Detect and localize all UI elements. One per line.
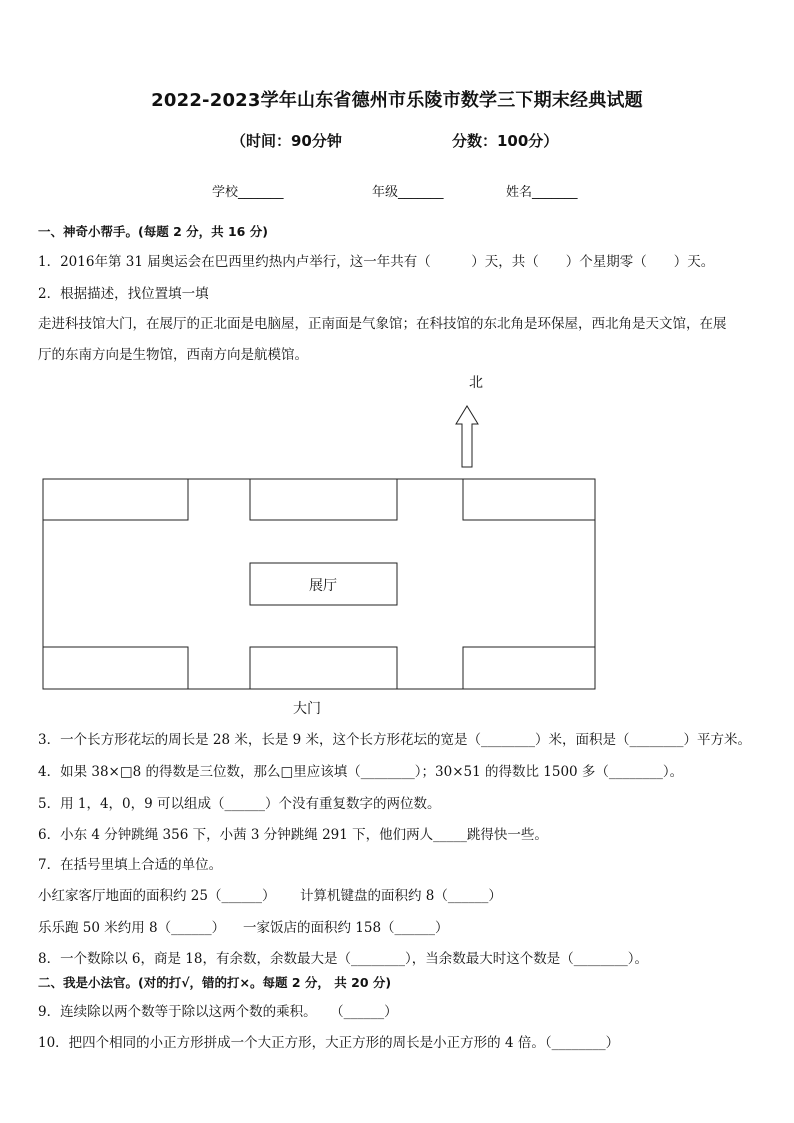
question-2-text-line-2: 厅的东南方向是生物馆，西南方向是航模馆。 xyxy=(38,347,308,363)
room-northeast xyxy=(463,479,595,520)
room-southeast xyxy=(463,647,595,689)
room-southwest xyxy=(43,647,188,689)
name-field[interactable]: 姓名_______ xyxy=(506,185,578,200)
question-10: 10．把四个相同的小正方形拼成一个大正方形，大正方形的周长是小正方形的 4 倍。（________） xyxy=(38,1035,620,1051)
question-7-item-4: 一家饭店的面积约 158（______） xyxy=(243,920,449,936)
hall-label: 展厅 xyxy=(309,578,337,594)
section-1-heading: 一、神奇小帮手。(每题 2 分，共 16 分) xyxy=(38,224,268,239)
page-title: 2022-2023学年山东省德州市乐陵市数学三下期末经典试题 xyxy=(151,90,643,111)
question-7: 7．在括号里填上合适的单位。 xyxy=(38,857,223,873)
grade-field[interactable]: 年级_______ xyxy=(372,185,444,200)
exam-score: 分数：100分） xyxy=(452,132,559,150)
exam-time: （时间：90分钟 xyxy=(231,132,342,150)
question-7-item-3: 乐乐跑 50 米约用 8（______） xyxy=(38,920,226,936)
room-north xyxy=(250,479,397,520)
question-7-item-1: 小红家客厅地面的面积约 25（______） xyxy=(38,888,276,904)
gate-label: 大门 xyxy=(293,701,321,717)
section-2-heading: 二、我是小法官。(对的打√，错的打×。每题 2 分， 共 20 分) xyxy=(38,975,392,990)
question-4: 4．如果 38×□8 的得数是三位数，那么□里应该填（________）；30×51 的得数比 1500 多（________）。 xyxy=(38,764,684,780)
question-2-text-line-1: 走进科技馆大门，在展厅的正北面是电脑屋，正南面是气象馆；在科技馆的东北角是环保屋，西北角是天文馆，在展 xyxy=(38,316,727,332)
question-1: 1．2016年第 31 届奥运会在巴西里约热内卢举行，这一年共有（ ）天，共（ ）个星期零（ ）天。 xyxy=(38,254,715,270)
north-arrow-icon xyxy=(456,406,478,467)
question-8: 8．一个数除以 6，商是 18，有余数，余数最大是（________），当余数最大时这个数是（________）。 xyxy=(38,951,648,967)
north-label: 北 xyxy=(469,375,483,391)
question-6: 6．小东 4 分钟跳绳 356 下，小茜 3 分钟跳绳 291 下，他们两人_____跳得快一些。 xyxy=(38,827,548,843)
room-northwest xyxy=(43,479,188,520)
question-3: 3．一个长方形花坛的周长是 28 米，长是 9 米，这个长方形花坛的宽是（________）米，面积是（________）平方米。 xyxy=(38,732,752,748)
room-south xyxy=(250,647,397,689)
question-2: 2．根据描述，找位置填一填 xyxy=(38,286,209,302)
question-5: 5．用 1，4，0，9 可以组成（______）个没有重复数字的两位数。 xyxy=(38,796,441,812)
school-field[interactable]: 学校_______ xyxy=(212,185,284,200)
question-7-item-2: 计算机键盘的面积约 8（______） xyxy=(300,888,502,904)
question-9: 9．连续除以两个数等于除以这两个数的乘积。 （______） xyxy=(38,1004,398,1020)
